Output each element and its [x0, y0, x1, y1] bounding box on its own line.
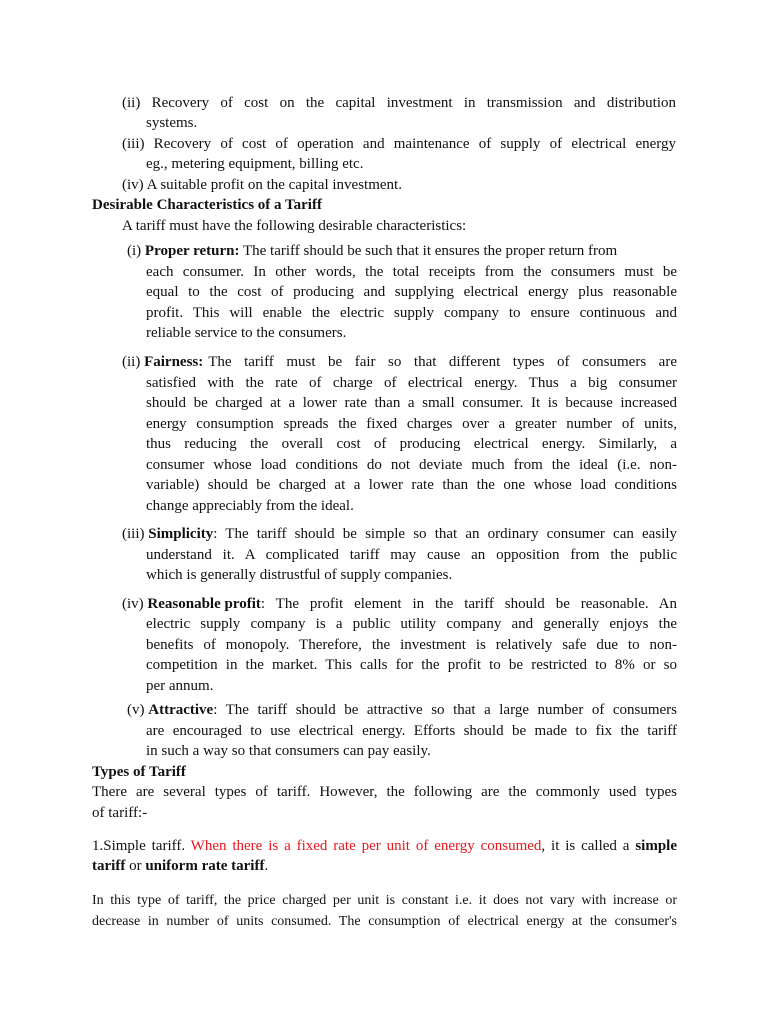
characteristic-reasonable-profit-line3: benefits of monopoly. Therefore, the investment is relatively safe due to non- [146, 637, 677, 653]
characteristic-simplicity-line2: understand it. A complicated tariff may cause an opposition from the public [146, 547, 677, 563]
item-text: The tariff should be such that it ensures the proper return from [242, 243, 618, 259]
characteristic-fairness-line6: consumer whose load conditions do not deviate much from the ideal (i.e. non- [146, 457, 677, 473]
simple-tariff-term2: tariff [92, 858, 126, 874]
characteristic-fairness-line4: energy consumption spreads the fixed charges over a greater number of units, [146, 416, 677, 432]
characteristic-fairness-line1 [122, 352, 677, 372]
characteristic-attractive-line2: are encouraged to use electrical energy. Efforts should be made to fix the tariff [146, 723, 677, 739]
characteristic-fairness-line2: satisfied with the rate of charge of electrical energy. Thus a big consumer [146, 375, 677, 391]
item-marker: (v) [127, 702, 145, 718]
list-item-ii-line2: systems. [146, 115, 198, 131]
section-intro-types-line1: There are several types of tariff. However, the following are the commonly used types [92, 784, 677, 800]
characteristic-fairness-line7: variable) should be charged at a lower rate than the one whose load conditions [146, 477, 677, 493]
simple-tariff-highlight: When there is a fixed rate per unit of energy consumed [190, 838, 542, 854]
characteristic-simplicity-line1 [122, 524, 677, 544]
characteristic-fairness-line5: thus reducing the overall cost of producing electrical energy. Similarly, a [146, 436, 677, 452]
list-item-iii-line2: eg., metering equipment, billing etc. [146, 156, 364, 172]
item-term: Simplicity [148, 526, 214, 542]
characteristic-proper-return-line4: profit. This will enable the electric supply company to ensure continuous and [146, 305, 677, 321]
item-text: : The tariff should be attractive so that a large number of consumers [213, 702, 677, 718]
characteristic-proper-return-line5: reliable service to the consumers. [146, 325, 347, 341]
characteristic-proper-return-line2: each consumer. In other words, the total receipts from the consumers must be [146, 264, 677, 280]
item-text: : The tariff should be simple so that an ordinary consumer can easily [213, 526, 677, 542]
simple-tariff-or: or [125, 858, 146, 874]
characteristic-simplicity-line3: which is generally distrustful of supply companies. [146, 567, 453, 583]
simple-tariff-middle: , it is called a [541, 838, 636, 854]
explanation-line1: In this type of tariff, the price charged per unit is constant i.e. it does not vary with increase or [92, 893, 677, 908]
list-item-iii-line1: (iii) Recovery of cost of operation and maintenance of supply of electrical energy [122, 136, 676, 152]
item-marker: (i) [127, 243, 142, 259]
item-marker: (iii) [122, 526, 145, 542]
section-heading-types: Types of Tariff [92, 764, 186, 780]
explanation-line2: decrease in number of units consumed. The consumption of electrical energy at the consumer's [92, 914, 677, 929]
characteristic-reasonable-profit-line2: electric supply company is a public utility company and generally enjoys the [146, 616, 677, 632]
characteristic-reasonable-profit-line1 [122, 594, 677, 614]
item-text: The tariff must be fair so that different types of consumers are [208, 354, 677, 370]
simple-tariff-line2 [92, 856, 268, 876]
simple-tariff-term: simple [635, 838, 677, 854]
characteristic-reasonable-profit-line4: competition in the market. This calls for the profit to be restricted to 8% or so [146, 657, 677, 673]
simple-tariff-prefix: 1.Simple tariff. [92, 838, 191, 854]
item-marker: (iv) [122, 596, 144, 612]
item-text: : The profit element in the tariff should be reasonable. An [260, 596, 677, 612]
characteristic-fairness-line8: change appreciably from the ideal. [146, 498, 354, 514]
section-intro-types-line2: of tariff:- [92, 805, 148, 821]
characteristic-reasonable-profit-line5: per annum. [146, 678, 214, 694]
simple-tariff-term3: uniform rate tariff [145, 858, 265, 874]
characteristic-attractive-line1 [127, 700, 677, 720]
item-term: Proper return: [144, 243, 240, 259]
list-item-iv: (iv) A suitable profit on the capital investment. [122, 177, 402, 193]
characteristic-proper-return-line3: equal to the cost of producing and supplying electrical energy plus reasonable [146, 284, 677, 300]
list-item-ii-line1: (ii) Recovery of cost on the capital investment in transmission and distribution [122, 95, 676, 111]
section-heading-desirable: Desirable Characteristics of a Tariff [92, 197, 322, 213]
section-intro-desirable: A tariff must have the following desirable characteristics: [122, 218, 467, 234]
characteristic-proper-return-line1 [127, 241, 677, 261]
item-term: Fairness: [144, 354, 204, 370]
item-marker: (ii) [122, 354, 141, 370]
characteristic-attractive-line3: in such a way so that consumers can pay easily. [146, 743, 431, 759]
simple-tariff-period: . [264, 858, 269, 874]
item-term: Attractive [148, 702, 214, 718]
item-term: Reasonable profit [147, 596, 261, 612]
characteristic-fairness-line3: should be charged at a lower rate than a small consumer. It is because increased [146, 395, 677, 411]
simple-tariff-line1 [92, 836, 677, 856]
